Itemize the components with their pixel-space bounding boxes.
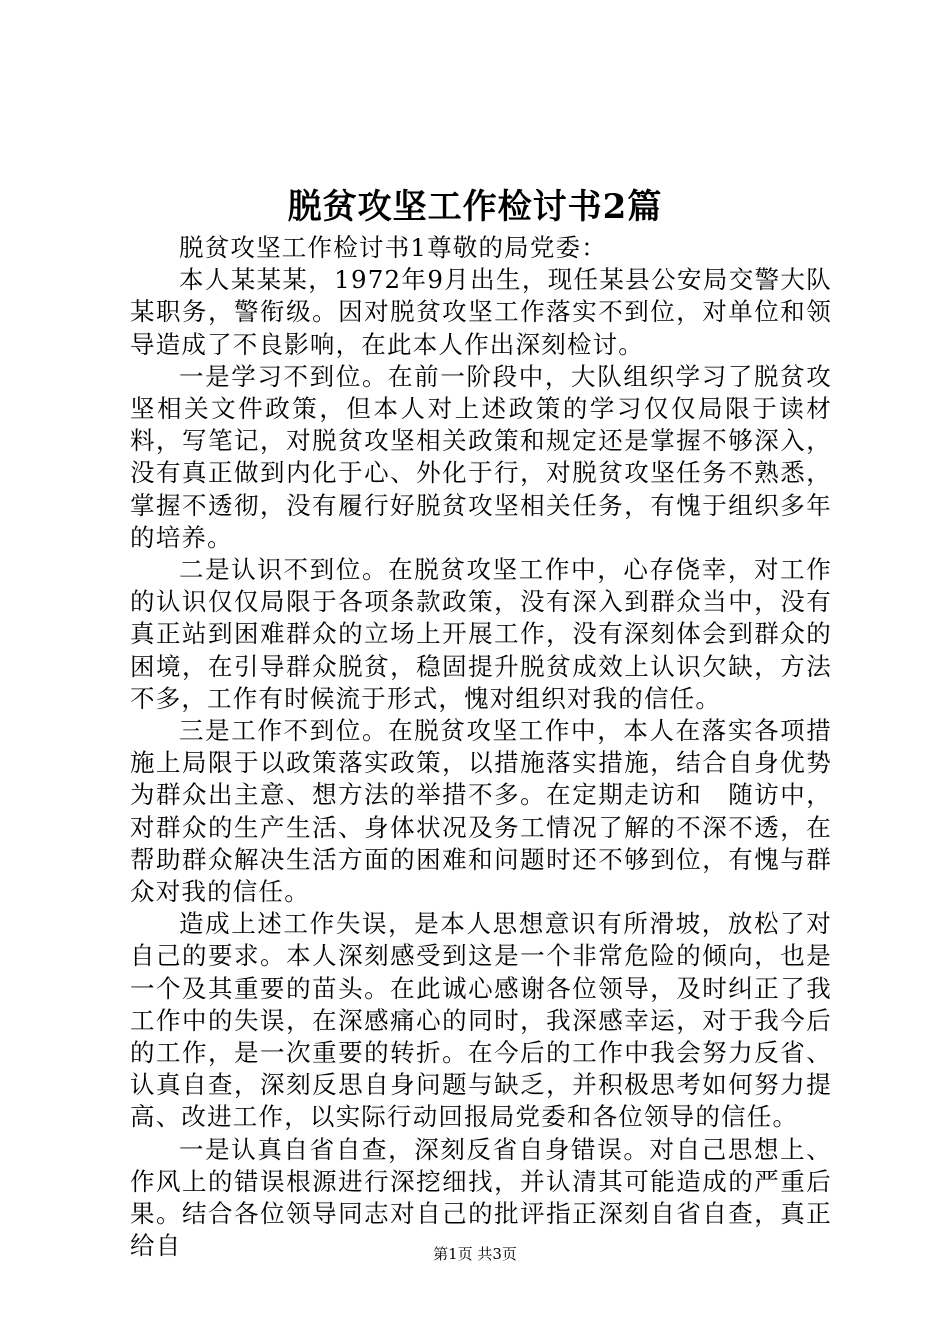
paragraph-salutation: 脱贫攻坚工作检讨书1尊敬的局党委： [179,233,607,262]
paragraph-reflection: 造成上述工作失误，是本人思想意识有所滑坡，放松了对自己的要求。本人深刻感受到这是一个非常危险的倾向，也是一个及其重要的苗头。在此诚心感谢各位领导，及时纠正了我工作中的失误，在深感痛心的同时，我深感幸运，对于我今后的工作，是一次重要的转折。在今后的工作中我会努力反省、认真自查，深刻反思自身问题与缺乏，并积极思考如何努力提高、改进工作，以实际行动回报局党委和各位领导的信任。 [130,909,832,1132]
paragraph-awareness: 二是认识不到位。在脱贫攻坚工作中，心存侥幸，对工作的认识仅仅局限于各项条款政策，没有深入到群众当中，没有真正站到困难群众的立场上开展工作，没有深刻体会到群众的困境，在引导群众脱贫，稳固提升脱贫成效上认识欠缺，方法不多，工作有时候流于形式，愧对组织对我的信任。 [130,555,832,713]
paragraph-self-check: 一是认真自省自查，深刻反省自身错误。对自己思想上、作风上的错误根源进行深挖细找，并认清其可能造成的严重后果。结合各位领导同志对自己的批评指正深刻自省自查，真正给自 [130,1134,832,1261]
document-title: 脱贫攻坚工作检讨书2篇 [287,187,663,227]
paragraph-study: 一是学习不到位。在前一阶段中，大队组织学习了脱贫攻坚相关文件政策，但本人对上述政策的学习仅仅局限于读材料，写笔记，对脱贫攻坚相关政策和规定还是掌握不够深入，没有真正做到内化于心、外化于行，对脱贫攻坚任务不熟悉，掌握不透彻，没有履行好脱贫攻坚相关任务，有愧于组织多年的培养。 [130,361,832,552]
document-body [130,232,832,1263]
paragraph-work: 三是工作不到位。在脱贫攻坚工作中，本人在落实各项措施上局限于以政策落实政策，以措施落实措施，结合自身优势为群众出主意、想方法的举措不多。在定期走访和 随访中，对群众的生产生活、身体状况及务工情况了解的不深不透，在帮助群众解决生活方面的困难和问题时还不够到位，有愧与群众对我的信任。 [130,716,832,907]
page-footer: 第1页 共3页 [433,1245,517,1263]
paragraph-intro: 本人某某某，1972年9月出生，现任某县公安局交警大队某职务，警衔级。因对脱贫攻坚工作落实不到位，对单位和领导造成了不良影响，在此本人作出深刻检讨。 [130,265,832,359]
